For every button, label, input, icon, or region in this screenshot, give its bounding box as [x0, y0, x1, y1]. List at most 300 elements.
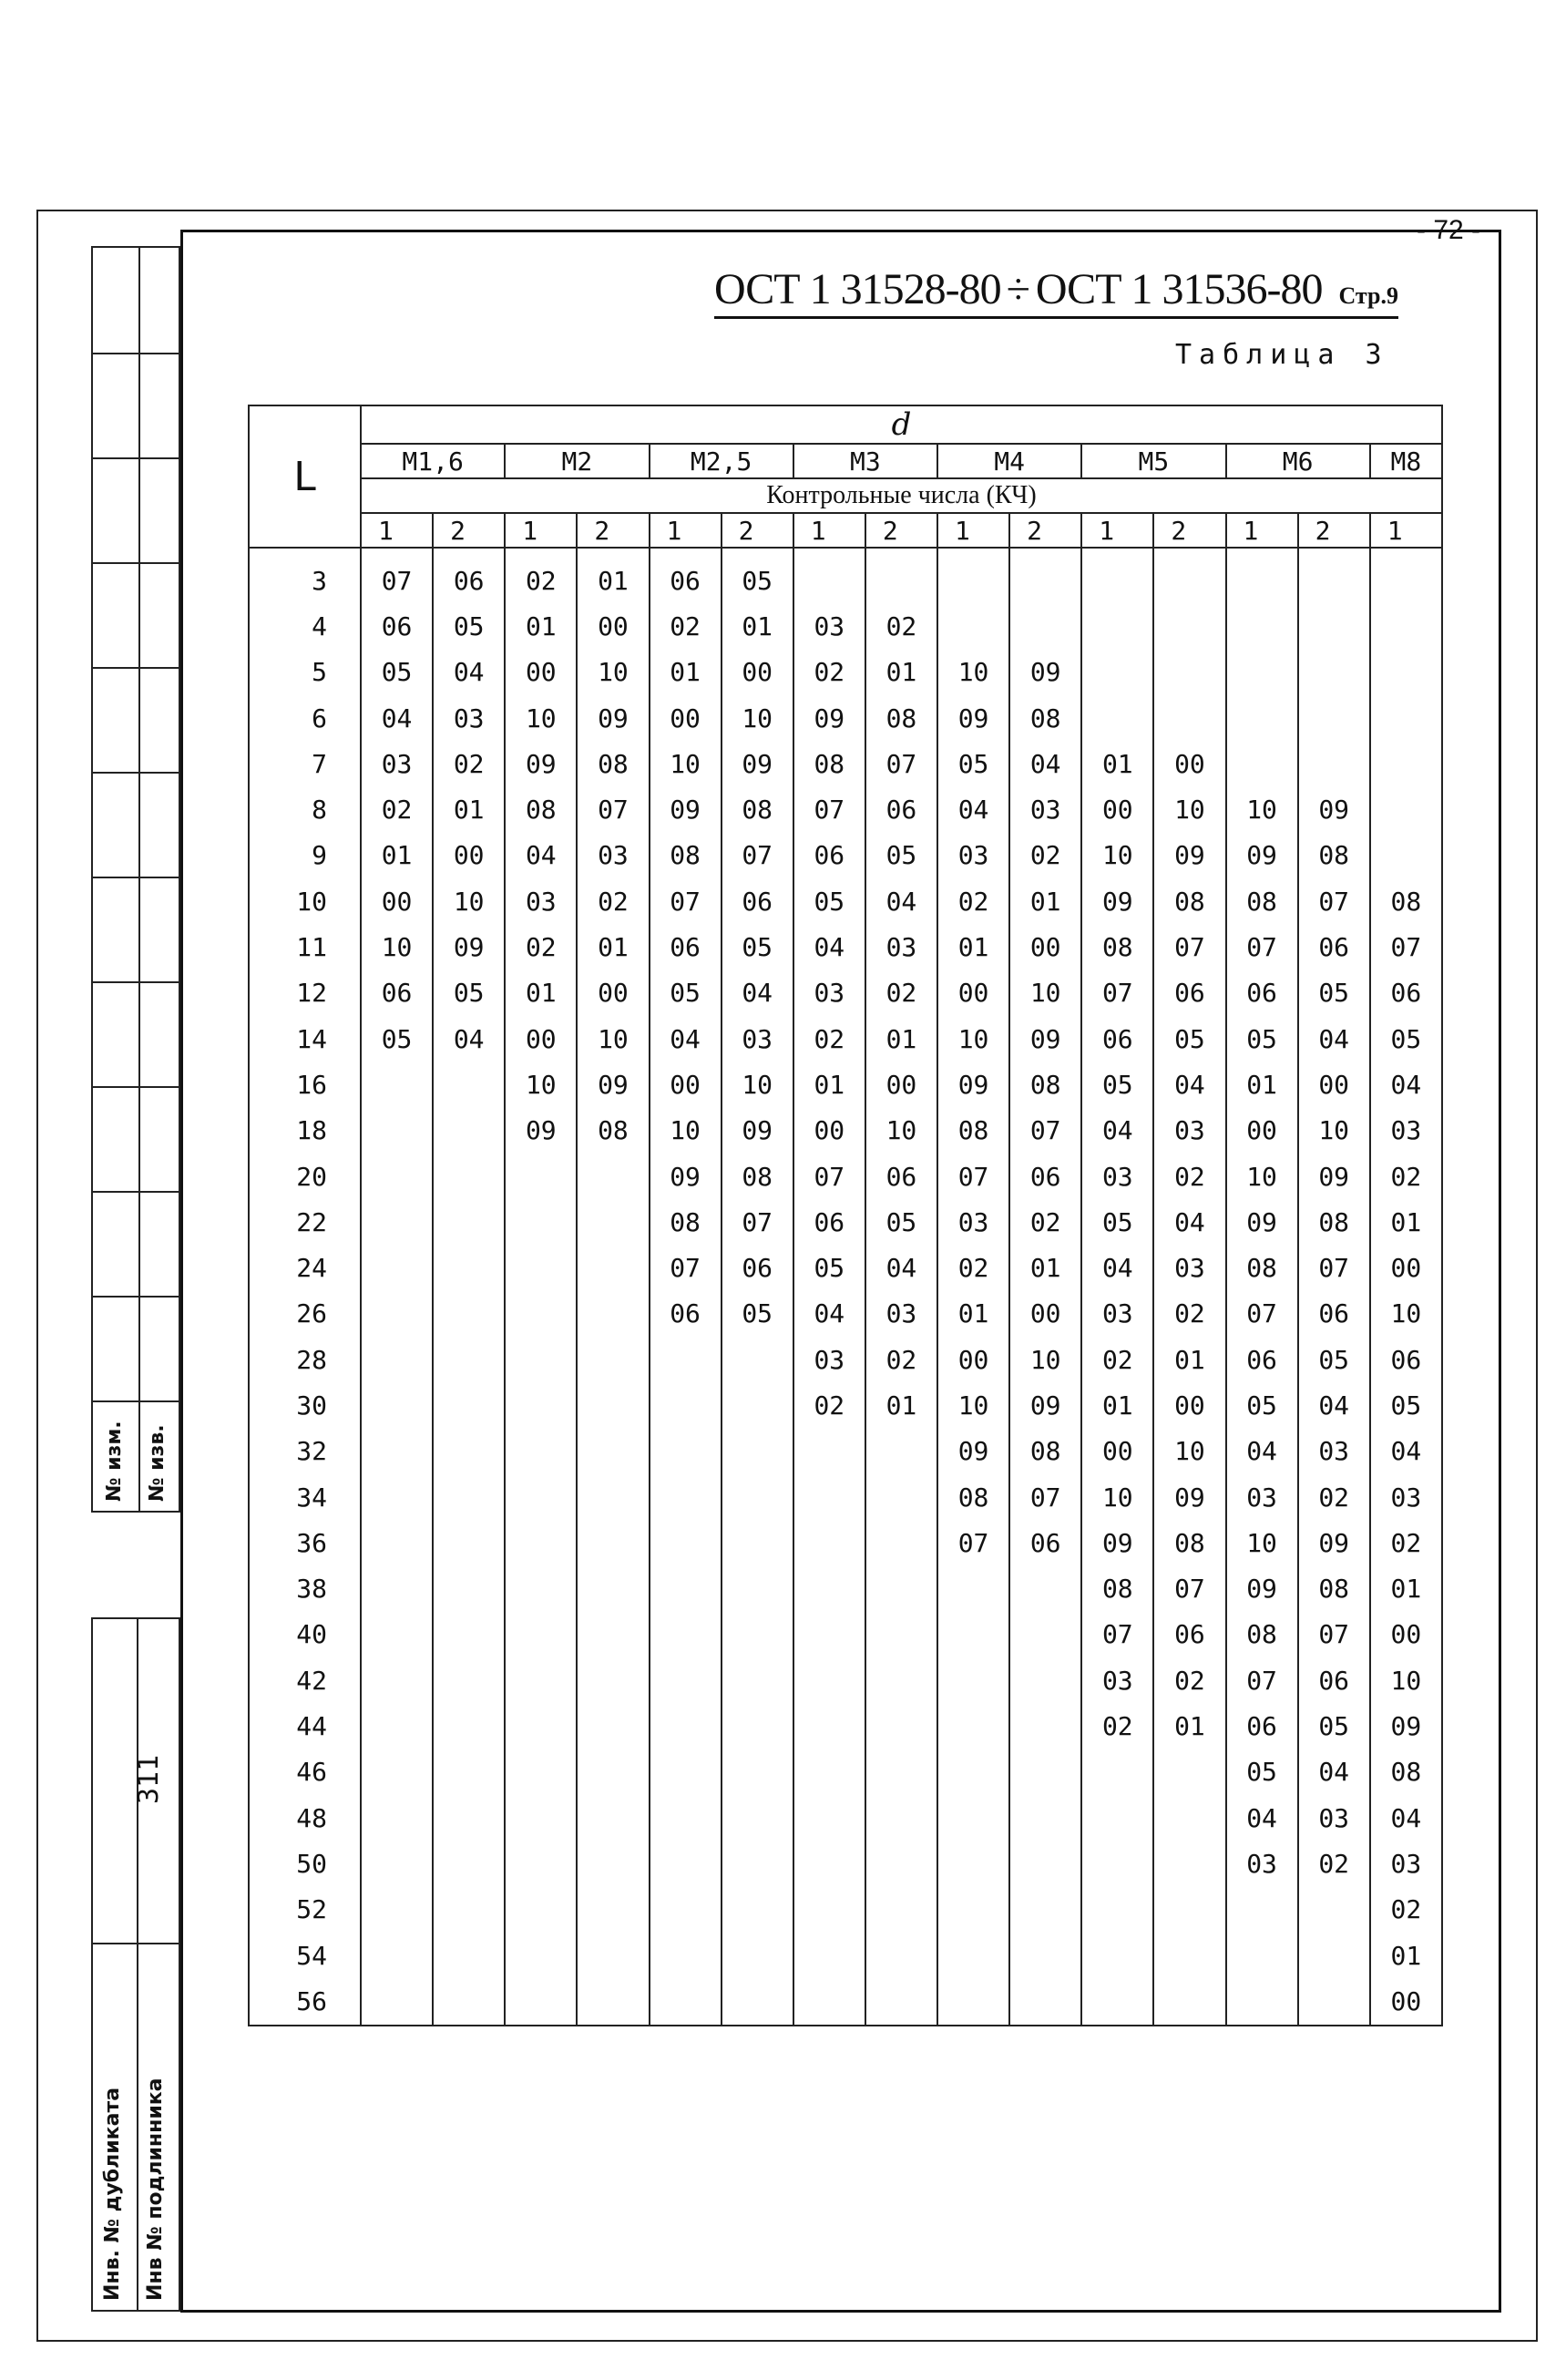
kch-cell	[1009, 1841, 1081, 1886]
kch-cell: 07	[1298, 1245, 1370, 1290]
kch-cell	[650, 1566, 722, 1612]
kch-cell: 07	[1370, 924, 1442, 969]
kch-cell: 09	[1298, 1154, 1370, 1199]
inv-original-label: Инв № подлинника	[144, 2077, 167, 2301]
kch-index-header: 1	[937, 513, 1009, 548]
length-cell: 10	[249, 878, 361, 924]
table-row	[249, 1199, 1442, 1245]
kch-cell	[577, 1749, 649, 1795]
table-row	[249, 1887, 1442, 1933]
kch-cell	[433, 1657, 505, 1703]
kch-cell	[505, 1382, 577, 1428]
table-row	[249, 548, 1442, 603]
size-header: М1,6	[361, 444, 505, 478]
kch-cell: 04	[433, 1016, 505, 1062]
kch-cell: 05	[793, 1245, 865, 1290]
kch-cell: 00	[1370, 1612, 1442, 1657]
kch-cell: 02	[1153, 1291, 1225, 1337]
kch-cell	[577, 1933, 649, 1978]
kch-cell	[937, 1566, 1009, 1612]
length-cell: 3	[249, 548, 361, 603]
kch-cell: 00	[1081, 1429, 1153, 1474]
kch-cell	[650, 1887, 722, 1933]
kch-cell	[505, 1841, 577, 1886]
length-cell: 50	[249, 1841, 361, 1886]
kch-cell: 04	[1081, 1245, 1153, 1290]
table-row	[249, 1657, 1442, 1703]
kch-cell: 00	[1226, 1108, 1298, 1154]
kch-cell: 00	[722, 650, 793, 695]
kch-cell: 07	[1298, 1612, 1370, 1657]
kch-cell: 10	[1009, 1337, 1081, 1382]
kch-cell: 00	[1009, 924, 1081, 969]
kch-cell	[577, 1841, 649, 1886]
kch-cell	[865, 1566, 937, 1612]
kch-cell: 07	[1009, 1108, 1081, 1154]
kch-cell: 06	[1081, 1016, 1153, 1062]
kch-cell: 02	[865, 1337, 937, 1382]
kch-cell	[505, 1429, 577, 1474]
kch-cell	[865, 1841, 937, 1886]
size-header: М8	[1370, 444, 1442, 478]
kch-cell: 03	[1226, 1841, 1298, 1886]
kch-cell: 03	[1298, 1795, 1370, 1841]
length-cell: 56	[249, 1978, 361, 2025]
kch-cell: 00	[1153, 741, 1225, 786]
kch-cell	[1226, 741, 1298, 786]
kch-cell: 08	[1081, 1566, 1153, 1612]
kch-cell: 08	[1009, 695, 1081, 741]
table-row	[249, 970, 1442, 1016]
kch-cell: 03	[865, 1291, 937, 1337]
table-row	[249, 924, 1442, 969]
kch-cell: 03	[793, 1337, 865, 1382]
kch-cell: 06	[1226, 1703, 1298, 1749]
kch-cell: 10	[1370, 1291, 1442, 1337]
kch-cell: 10	[1298, 1108, 1370, 1154]
kch-cell	[577, 1337, 649, 1382]
kch-cell	[937, 1933, 1009, 1978]
kch-cell: 07	[722, 1199, 793, 1245]
kch-cell	[433, 1703, 505, 1749]
control-numbers-table	[248, 405, 1443, 2026]
kch-cell: 01	[1370, 1199, 1442, 1245]
kch-cell	[577, 1978, 649, 2025]
kch-cell: 01	[1370, 1566, 1442, 1612]
kch-cell: 04	[1370, 1795, 1442, 1841]
kch-cell	[505, 1933, 577, 1978]
kch-cell	[433, 1566, 505, 1612]
kch-cell: 09	[1009, 650, 1081, 695]
kch-cell	[1153, 1841, 1225, 1886]
kch-cell	[722, 1657, 793, 1703]
kch-cell	[577, 1154, 649, 1199]
kch-index-header: 2	[1298, 513, 1370, 548]
length-cell: 40	[249, 1612, 361, 1657]
kch-cell: 01	[937, 1291, 1009, 1337]
kch-cell: 00	[937, 1337, 1009, 1382]
kch-cell: 06	[793, 833, 865, 878]
kch-cell	[1370, 741, 1442, 786]
kch-cell	[433, 1749, 505, 1795]
kch-cell: 05	[1226, 1016, 1298, 1062]
kch-cell	[505, 1199, 577, 1245]
kch-index-header: 1	[1081, 513, 1153, 548]
kch-cell: 01	[1081, 741, 1153, 786]
kch-cell	[793, 1887, 865, 1933]
kch-cell: 06	[865, 786, 937, 832]
kch-cell	[1298, 1887, 1370, 1933]
kch-cell	[505, 1566, 577, 1612]
kch-cell: 09	[1226, 1199, 1298, 1245]
kch-cell	[433, 1933, 505, 1978]
kch-cell: 10	[361, 924, 433, 969]
kch-cell	[865, 548, 937, 603]
kch-cell	[650, 1749, 722, 1795]
kch-cell	[361, 1154, 433, 1199]
table-row	[249, 695, 1442, 741]
kch-cell: 09	[1009, 1016, 1081, 1062]
kch-cell: 05	[937, 741, 1009, 786]
kch-cell: 05	[793, 878, 865, 924]
kch-cell	[505, 1703, 577, 1749]
kch-cell	[865, 1474, 937, 1520]
kch-cell: 03	[722, 1016, 793, 1062]
kch-cell: 04	[1298, 1749, 1370, 1795]
kch-cell: 03	[1153, 1245, 1225, 1290]
kch-cell: 09	[505, 741, 577, 786]
kch-cell	[1081, 1749, 1153, 1795]
kch-cell	[793, 1474, 865, 1520]
length-cell: 48	[249, 1795, 361, 1841]
kch-cell	[650, 1933, 722, 1978]
kch-cell: 07	[1081, 970, 1153, 1016]
kch-cell	[361, 1795, 433, 1841]
kch-cell: 00	[433, 833, 505, 878]
table-row	[249, 786, 1442, 832]
kch-cell: 07	[793, 786, 865, 832]
kch-cell: 01	[793, 1062, 865, 1107]
kch-cell	[361, 1520, 433, 1565]
kch-cell	[505, 1795, 577, 1841]
kch-cell: 04	[1226, 1429, 1298, 1474]
kch-cell	[505, 1657, 577, 1703]
kch-cell: 00	[577, 603, 649, 649]
length-cell: 24	[249, 1245, 361, 1290]
table-row	[249, 1382, 1442, 1428]
kch-cell	[650, 1612, 722, 1657]
kch-cell	[793, 1795, 865, 1841]
kch-cell: 02	[1009, 1199, 1081, 1245]
kch-cell	[505, 1978, 577, 2025]
length-cell: 4	[249, 603, 361, 649]
kch-cell: 06	[1370, 1337, 1442, 1382]
kch-cell: 02	[1370, 1887, 1442, 1933]
kch-cell: 04	[361, 695, 433, 741]
kch-cell	[865, 1429, 937, 1474]
kch-cell	[361, 1749, 433, 1795]
kch-cell	[361, 1566, 433, 1612]
kch-cell	[1081, 1841, 1153, 1886]
kch-cell	[1370, 548, 1442, 603]
kch-cell: 05	[433, 603, 505, 649]
kch-cell	[1009, 548, 1081, 603]
kch-cell	[361, 1612, 433, 1657]
kch-cell: 05	[722, 924, 793, 969]
kch-cell	[505, 1887, 577, 1933]
kch-cell: 09	[1298, 786, 1370, 832]
kch-cell: 05	[433, 970, 505, 1016]
kch-cell: 02	[650, 603, 722, 649]
kch-cell	[433, 1841, 505, 1886]
kch-index-header: 1	[361, 513, 433, 548]
kch-cell	[937, 1703, 1009, 1749]
table-row	[249, 1612, 1442, 1657]
kch-cell: 07	[865, 741, 937, 786]
kch-cell	[1226, 695, 1298, 741]
kch-cell: 09	[1298, 1520, 1370, 1565]
kch-cell	[577, 1887, 649, 1933]
kch-cell	[1009, 1978, 1081, 2025]
kch-cell	[937, 1978, 1009, 2025]
kch-cell: 05	[1370, 1382, 1442, 1428]
kch-cell	[1009, 1703, 1081, 1749]
kch-cell	[865, 1978, 937, 2025]
kch-cell: 08	[1153, 1520, 1225, 1565]
kch-cell: 02	[793, 1382, 865, 1428]
kch-cell	[433, 1337, 505, 1382]
kch-cell: 02	[1009, 833, 1081, 878]
kch-cell	[865, 1612, 937, 1657]
page-ref: Стр.9	[1338, 282, 1398, 309]
kch-cell: 04	[722, 970, 793, 1016]
length-cell: 9	[249, 833, 361, 878]
kch-cell: 04	[1153, 1062, 1225, 1107]
kch-cell: 10	[1226, 786, 1298, 832]
kch-cell: 07	[577, 786, 649, 832]
length-cell: 36	[249, 1520, 361, 1565]
table-row	[249, 603, 1442, 649]
kch-cell: 10	[650, 741, 722, 786]
kch-cell: 02	[1153, 1657, 1225, 1703]
kch-cell: 08	[1081, 924, 1153, 969]
kch-cell	[433, 1291, 505, 1337]
kch-cell	[650, 1382, 722, 1428]
kch-cell	[865, 1749, 937, 1795]
kch-cell: 07	[1226, 924, 1298, 969]
kch-cell: 10	[722, 1062, 793, 1107]
table-row	[249, 1566, 1442, 1612]
kch-cell: 08	[722, 1154, 793, 1199]
size-header: М2,5	[650, 444, 793, 478]
kch-cell	[937, 1887, 1009, 1933]
kch-cell: 02	[577, 878, 649, 924]
kch-cell: 05	[1081, 1062, 1153, 1107]
kch-cell: 10	[577, 1016, 649, 1062]
kch-cell: 02	[865, 970, 937, 1016]
kch-cell: 05	[1226, 1749, 1298, 1795]
kch-cell	[577, 1429, 649, 1474]
kch-cell	[361, 1657, 433, 1703]
kch-cell: 08	[793, 741, 865, 786]
length-cell: 38	[249, 1566, 361, 1612]
kch-cell: 06	[361, 603, 433, 649]
kch-cell: 06	[1153, 1612, 1225, 1657]
kch-cell	[433, 1795, 505, 1841]
kch-cell: 02	[937, 1245, 1009, 1290]
length-cell: 8	[249, 786, 361, 832]
kch-cell	[722, 1795, 793, 1841]
kch-cell: 05	[1081, 1199, 1153, 1245]
kch-cell: 03	[1370, 1108, 1442, 1154]
kch-cell: 03	[1370, 1841, 1442, 1886]
kch-cell	[793, 1703, 865, 1749]
kch-cell: 06	[865, 1154, 937, 1199]
length-cell: 18	[249, 1108, 361, 1154]
kch-cell	[505, 1474, 577, 1520]
kch-cell	[505, 1291, 577, 1337]
length-cell: 44	[249, 1703, 361, 1749]
kch-cell	[865, 1520, 937, 1565]
kch-cell: 07	[650, 1245, 722, 1290]
kch-cell: 04	[865, 1245, 937, 1290]
kch-cell: 05	[1298, 1703, 1370, 1749]
kch-cell: 10	[937, 650, 1009, 695]
kch-cell: 01	[865, 650, 937, 695]
group-header-d: d	[361, 405, 1442, 444]
kch-cell: 10	[722, 695, 793, 741]
page-number: - 72 -	[1417, 215, 1481, 245]
kch-cell: 02	[1298, 1474, 1370, 1520]
kch-cell: 00	[1009, 1291, 1081, 1337]
kch-cell	[577, 1245, 649, 1290]
kch-cell	[1153, 548, 1225, 603]
kch-cell: 02	[1370, 1520, 1442, 1565]
kch-cell: 01	[361, 833, 433, 878]
kch-cell	[361, 1933, 433, 1978]
kch-cell: 08	[1370, 878, 1442, 924]
kch-index-header: 1	[1226, 513, 1298, 548]
kch-cell	[577, 1566, 649, 1612]
kch-cell: 06	[722, 1245, 793, 1290]
kch-cell: 01	[505, 970, 577, 1016]
table-row	[249, 1245, 1442, 1290]
kch-cell	[650, 1795, 722, 1841]
kch-cell: 10	[1081, 833, 1153, 878]
table-row	[249, 741, 1442, 786]
kch-cell	[1081, 1933, 1153, 1978]
kch-cell	[1298, 548, 1370, 603]
kch-cell	[577, 1657, 649, 1703]
kch-cell: 00	[1370, 1978, 1442, 2025]
kch-cell: 03	[1298, 1429, 1370, 1474]
kch-cell: 02	[793, 1016, 865, 1062]
table-row	[249, 1062, 1442, 1107]
kch-cell	[1226, 603, 1298, 649]
kch-cell: 01	[1009, 878, 1081, 924]
length-cell: 16	[249, 1062, 361, 1107]
kch-cell	[1298, 1933, 1370, 1978]
kch-cell: 07	[937, 1520, 1009, 1565]
kch-cell: 05	[865, 1199, 937, 1245]
kch-cell: 07	[1226, 1291, 1298, 1337]
kch-cell	[1370, 833, 1442, 878]
kch-cell	[361, 1337, 433, 1382]
table-row	[249, 1841, 1442, 1886]
side-stamp-upper	[91, 246, 180, 1513]
kch-cell	[577, 1795, 649, 1841]
kch-cell	[433, 1978, 505, 2025]
kch-index-header: 1	[505, 513, 577, 548]
kch-cell: 07	[722, 833, 793, 878]
table-row	[249, 1108, 1442, 1154]
kch-cell	[433, 1062, 505, 1107]
kch-cell: 00	[1081, 786, 1153, 832]
size-header: М5	[1081, 444, 1225, 478]
kch-cell	[865, 1933, 937, 1978]
kch-cell	[361, 1703, 433, 1749]
kch-cell	[937, 1841, 1009, 1886]
kch-cell: 02	[1370, 1154, 1442, 1199]
kch-cell: 10	[1081, 1474, 1153, 1520]
kch-index-header: 1	[793, 513, 865, 548]
size-header: М4	[937, 444, 1081, 478]
kch-cell: 01	[722, 603, 793, 649]
kch-cell	[361, 1978, 433, 2025]
kch-cell	[722, 1933, 793, 1978]
kch-cell	[1009, 1657, 1081, 1703]
kch-cell	[650, 1429, 722, 1474]
inv-value: 311	[133, 1754, 165, 1804]
kch-cell: 06	[1009, 1520, 1081, 1565]
size-header: М2	[505, 444, 649, 478]
kch-cell	[722, 1749, 793, 1795]
kch-cell	[722, 1474, 793, 1520]
kch-cell: 10	[577, 650, 649, 695]
kch-cell	[650, 1978, 722, 2025]
kch-cell	[361, 1887, 433, 1933]
kch-cell: 01	[1009, 1245, 1081, 1290]
kch-cell: 04	[505, 833, 577, 878]
kch-cell: 00	[361, 878, 433, 924]
kch-cell	[433, 1474, 505, 1520]
kch-cell: 09	[577, 695, 649, 741]
title-separator: ÷	[1006, 265, 1030, 313]
kch-cell: 04	[1298, 1382, 1370, 1428]
kch-cell: 09	[1226, 833, 1298, 878]
kch-index-header: 1	[1370, 513, 1442, 548]
length-cell: 52	[249, 1887, 361, 1933]
kch-cell	[1153, 1978, 1225, 2025]
kch-cell	[1153, 695, 1225, 741]
kch-cell	[1009, 1749, 1081, 1795]
kch-cell: 10	[1009, 970, 1081, 1016]
kch-cell: 09	[1370, 1703, 1442, 1749]
kch-cell	[1153, 603, 1225, 649]
kch-cell: 09	[1153, 833, 1225, 878]
kch-cell	[361, 1199, 433, 1245]
kch-index-header: 2	[722, 513, 793, 548]
kch-cell	[937, 1749, 1009, 1795]
kch-cell: 05	[1370, 1016, 1442, 1062]
kch-cell: 03	[1226, 1474, 1298, 1520]
kch-cell: 07	[937, 1154, 1009, 1199]
kch-cell: 04	[650, 1016, 722, 1062]
kch-cell: 10	[937, 1382, 1009, 1428]
kch-cell: 08	[1226, 878, 1298, 924]
kch-cell: 00	[577, 970, 649, 1016]
kch-cell	[1081, 1795, 1153, 1841]
